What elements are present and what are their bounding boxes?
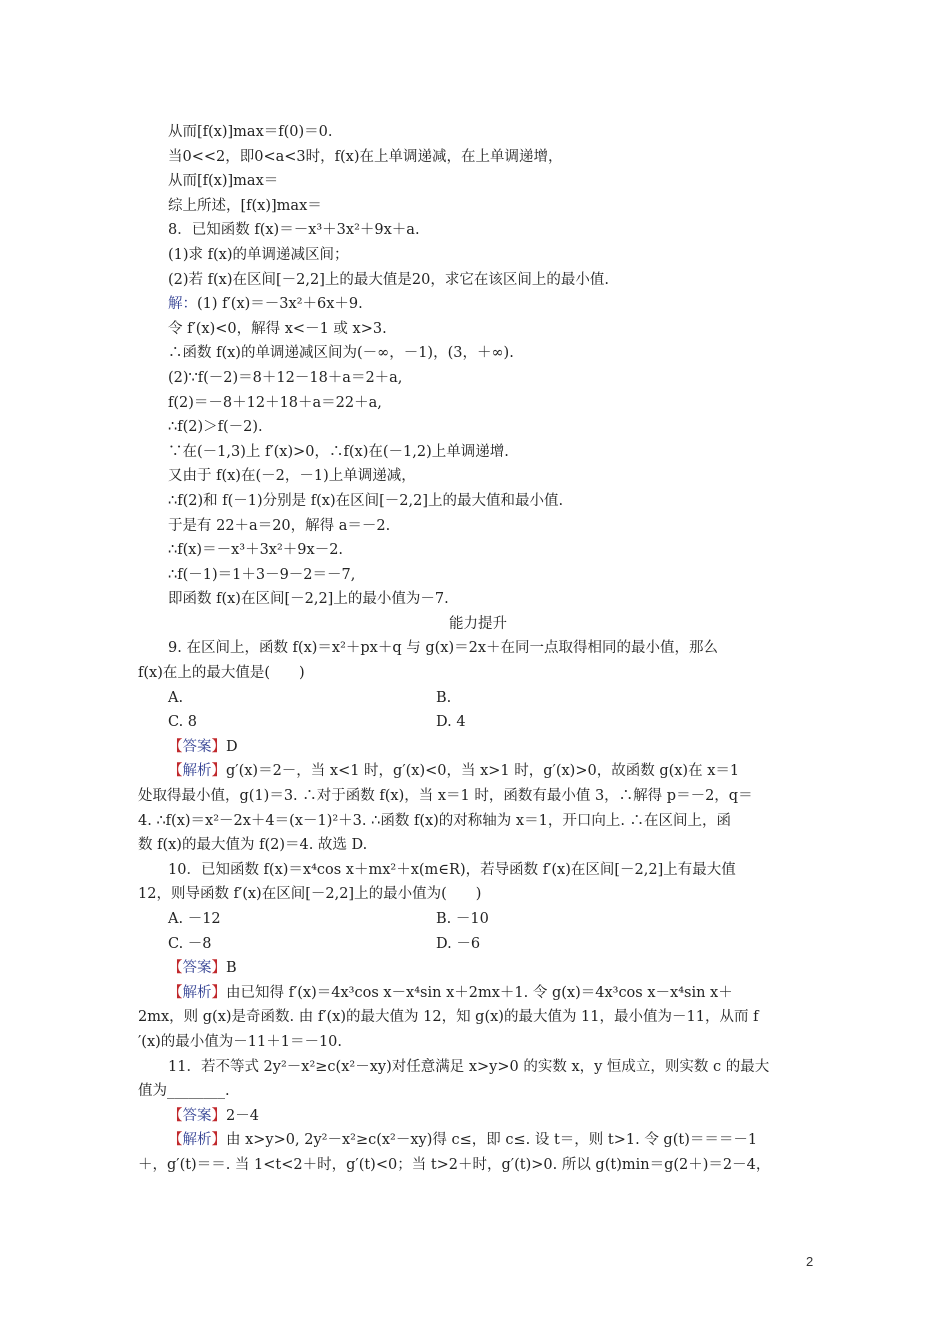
question-9-options (138, 710, 818, 735)
solution-line: ∴f(x)＝－x³＋3x²＋9x－2. (168, 542, 344, 559)
option-b: B. －10 (436, 911, 489, 927)
analysis-line: 数 f(x)的最大值为 f(2)＝4. 故选 D. (138, 837, 368, 854)
analysis-line: 【解析】由 x>y>0, 2y²－x²≥c(x²－xy)得 c≤，即 c≤. 设 t＝，则 t>1. 令 g(t)＝＝＝－1 (168, 1132, 758, 1149)
analysis-line: 【解析】由已知得 f′(x)＝4x³cos x－x⁴sin x＋2mx＋1. 令 g(x)＝4x³cos x－x⁴sin x＋ (168, 984, 733, 1001)
question-9-stem: f(x)在上的最大值是( ) (138, 665, 305, 682)
page-content (138, 120, 818, 1178)
question-10-options (138, 907, 818, 932)
analysis-label: 解析 (182, 1132, 212, 1149)
analysis-line: 【解析】g′(x)＝2－，当 x<1 时，g′(x)<0，当 x>1 时，g′(x)>0，故函数 g(x)在 x＝1 (168, 763, 740, 780)
question-8-stem: 8．已知函数 f(x)＝－x³＋3x²＋9x＋a. (168, 222, 420, 239)
analysis-line: ′(x)的最小值为－11＋1＝－10. (138, 1033, 343, 1050)
solution-line: ∵在(－1,3)上 f′(x)>0，∴f(x)在(－1,2)上单调递增. (168, 443, 509, 460)
answer-value: B (226, 960, 237, 977)
page-number: 2 (806, 1254, 814, 1269)
analysis-line: 2mx，则 g(x)是奇函数. 由 f′(x)的最大值为 12，知 g(x)的最大值为 11，最小值为－11，从而 f (138, 1009, 759, 1026)
answer-label: 答案 (182, 960, 212, 977)
analysis-label: 解析 (182, 763, 212, 780)
text-line: 当0<<2，即0<a<3时，f(x)在上单调递减，在上单调递增， (168, 148, 563, 165)
question-11-stem: 值为________. (138, 1083, 230, 1100)
analysis-line: 4. ∴f(x)＝x²－2x＋4＝(x－1)²＋3. ∴函数 f(x)的对称轴为 x＝1，开口向上. ∴在区间上，函 (138, 812, 732, 829)
question-9-options (138, 686, 818, 711)
solution-line: 解：(1) f′(x)＝－3x²＋6x＋9. (168, 296, 363, 313)
answer-line: 【答案】B (168, 960, 237, 977)
analysis-line: 处取得最小值，g(1)＝3. ∴对于函数 f(x)，当 x＝1 时，函数有最小值 3，∴解得 p＝－2，q＝ (138, 788, 753, 805)
question-10-stem: 12，则导函数 f′(x)在区间[－2,2]上的最小值为( ) (138, 886, 482, 903)
option-a: A. (168, 689, 184, 706)
text-line: 从而[f(x)]max＝ (168, 173, 279, 190)
option-c: C. －8 (168, 935, 212, 952)
solution-line: ∴函数 f(x)的单调递减区间为(－∞，－1)，(3，＋∞). (168, 345, 514, 362)
answer-label: 答案 (182, 738, 212, 755)
option-a: A. －12 (168, 911, 221, 927)
answer-label: 答案 (182, 1107, 212, 1124)
solution-line: ∴f(2)和 f(－1)分别是 f(x)在区间[－2,2]上的最大值和最小值. (168, 492, 564, 509)
option-d: D. 4 (436, 714, 466, 731)
text-line: 综上所述，[f(x)]max＝ (168, 197, 322, 214)
question-8-part-2: (2)若 f(x)在区间[－2,2]上的最大值是20，求它在该区间上的最小值. (168, 271, 609, 288)
solution-line: 令 f′(x)<0，解得 x<－1 或 x>3. (168, 320, 387, 337)
solution-line: 又由于 f(x)在(－2，－1)上单调递减， (168, 468, 416, 485)
answer-line: 【答案】2－4 (168, 1107, 259, 1124)
question-8-part-1: (1)求 f(x)的单调递减区间； (168, 246, 349, 263)
answer-value: D (226, 738, 238, 755)
section-title: 能力提升 (449, 615, 507, 632)
option-c: C. 8 (168, 714, 198, 731)
question-10-options (138, 932, 818, 957)
answer-line: 【答案】D (168, 738, 238, 755)
solution-line: ∴f(2)＞f(－2). (168, 419, 263, 436)
solution-line: 即函数 f(x)在区间[－2,2]上的最小值为－7. (168, 591, 449, 608)
question-11-stem: 11．若不等式 2y²－x²≥c(x²－xy)对任意满足 x>y>0 的实数 x，y 恒成立，则实数 c 的最大 (168, 1058, 770, 1075)
analysis-label: 解析 (182, 984, 212, 1001)
answer-value: 2－4 (226, 1107, 259, 1124)
solution-label: 解： (168, 296, 197, 313)
option-d: D. －6 (436, 935, 481, 952)
analysis-line: ＋，g′(t)＝＝. 当 1<t<2＋时，g′(t)<0；当 t>2＋时，g′(t)>0. 所以 g(t)min＝g(2＋)＝2－4， (138, 1156, 771, 1173)
option-b: B. (436, 689, 452, 706)
question-9-stem: 9. 在区间上，函数 f(x)＝x²＋px＋q 与 g(x)＝2x＋在同一点取得相同的最小值，那么 (168, 640, 719, 657)
question-10-stem: 10．已知函数 f(x)＝x⁴cos x＋mx²＋x(m∈R)，若导函数 f′(x)在区间[－2,2]上有最大值 (168, 861, 736, 878)
solution-line: (2)∵f(－2)＝8＋12－18＋a＝2＋a, (168, 369, 403, 386)
solution-line: f(2)＝－8＋12＋18＋a＝22＋a, (168, 394, 382, 411)
solution-line: ∴f(－1)＝1＋3－9－2＝－7, (168, 566, 356, 583)
solution-line: 于是有 22＋a＝20，解得 a＝－2. (168, 517, 391, 534)
text-line: 从而[f(x)]max＝f(0)＝0. (168, 124, 333, 140)
